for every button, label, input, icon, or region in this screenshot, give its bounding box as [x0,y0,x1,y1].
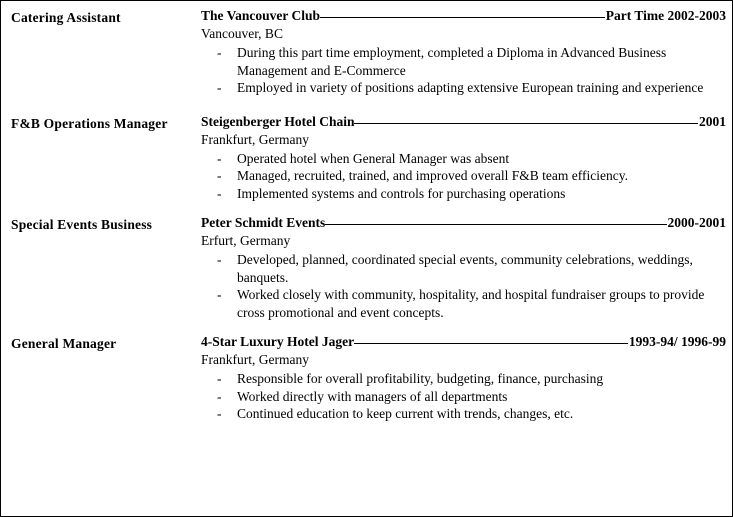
employment-dates: 1993-94/ 1996-99 [628,334,726,349]
experience-entry [1,333,732,423]
list-item [217,167,726,185]
job-location: Erfurt, Germany [201,233,291,248]
bullet-dash-icon: - [217,80,222,95]
responsibility-list [201,251,726,321]
job-location: Frankfurt, Germany [201,131,309,147]
list-item-text: During this part time employment, completed a Diploma in Advanced Business Management and E-Commerce [237,45,667,78]
company-name: 4-Star Luxury Hotel Jager [201,334,355,349]
list-item-text: Worked closely with community, hospitality, and hospital fundraiser groups to provide cross promotional and event concepts. [237,287,705,320]
leader-rule [354,343,628,344]
job-details [201,113,726,203]
list-item [217,150,726,168]
employment-dates: 2000-2001 [667,215,726,230]
employment-dates: Part Time 2002-2003 [605,8,726,23]
list-item-text: Operated hotel when General Manager was absent [237,150,510,166]
list-item-text: Implemented systems and controls for purchasing operations [237,185,566,201]
company-name: Steigenberger Hotel Chain [201,113,355,129]
bullet-dash-icon: - [217,371,222,386]
list-item [217,286,726,321]
company-line [201,333,726,350]
leader-rule [354,123,698,124]
experience-entry [1,214,732,321]
job-title: General Manager [11,336,117,351]
bullet-dash-icon: - [217,252,222,267]
list-item-text: Responsible for overall profitability, budgeting, finance, purchasing [237,371,604,386]
job-details [201,333,726,423]
responsibility-list [201,150,726,203]
job-details [201,214,726,321]
list-item-text: Employed in variety of positions adapting extensive European training and experience [237,80,704,95]
list-item [217,370,726,388]
list-item [217,185,726,203]
bullet-dash-icon: - [217,406,222,421]
bullet-dash-icon: - [217,150,222,166]
list-item [217,79,726,97]
employment-dates: 2001 [699,113,726,129]
company-line [201,113,726,130]
list-item-text: Continued education to keep current with trends, changes, etc. [237,406,574,421]
responsibility-list [201,370,726,423]
job-title: F&B Operations Manager [11,115,168,131]
company-line [201,214,726,231]
list-item [217,405,726,423]
bullet-dash-icon: - [217,45,222,60]
job-location: Frankfurt, Germany [201,352,309,367]
company-name: The Vancouver Club [201,8,321,23]
list-item-text: Managed, recruited, trained, and improved overall F&B team efficiency. [237,168,628,183]
leader-rule [320,17,605,18]
section-spacer [1,202,732,214]
job-title: Catering Assistant [11,10,121,25]
section-spacer [1,321,732,333]
bullet-dash-icon: - [217,185,222,201]
section-spacer [1,97,732,113]
experience-entry [1,1,732,97]
list-item [217,388,726,406]
list-item [217,44,726,79]
job-location: Vancouver, BC [201,26,283,41]
bullet-dash-icon: - [217,388,222,404]
company-name: Peter Schmidt Events [201,215,326,230]
experience-entry [1,113,732,203]
list-item-text: Worked directly with managers of all departments [237,388,508,404]
bullet-dash-icon: - [217,287,222,302]
list-item [217,251,726,286]
responsibility-list [201,44,726,97]
bullet-dash-icon: - [217,168,222,183]
leader-rule [325,224,666,225]
list-item-text: Developed, planned, coordinated special events, community celebrations, weddings, banquets. [237,252,693,285]
job-details [201,7,726,97]
job-title: Special Events Business [11,217,153,232]
company-line [201,7,726,24]
